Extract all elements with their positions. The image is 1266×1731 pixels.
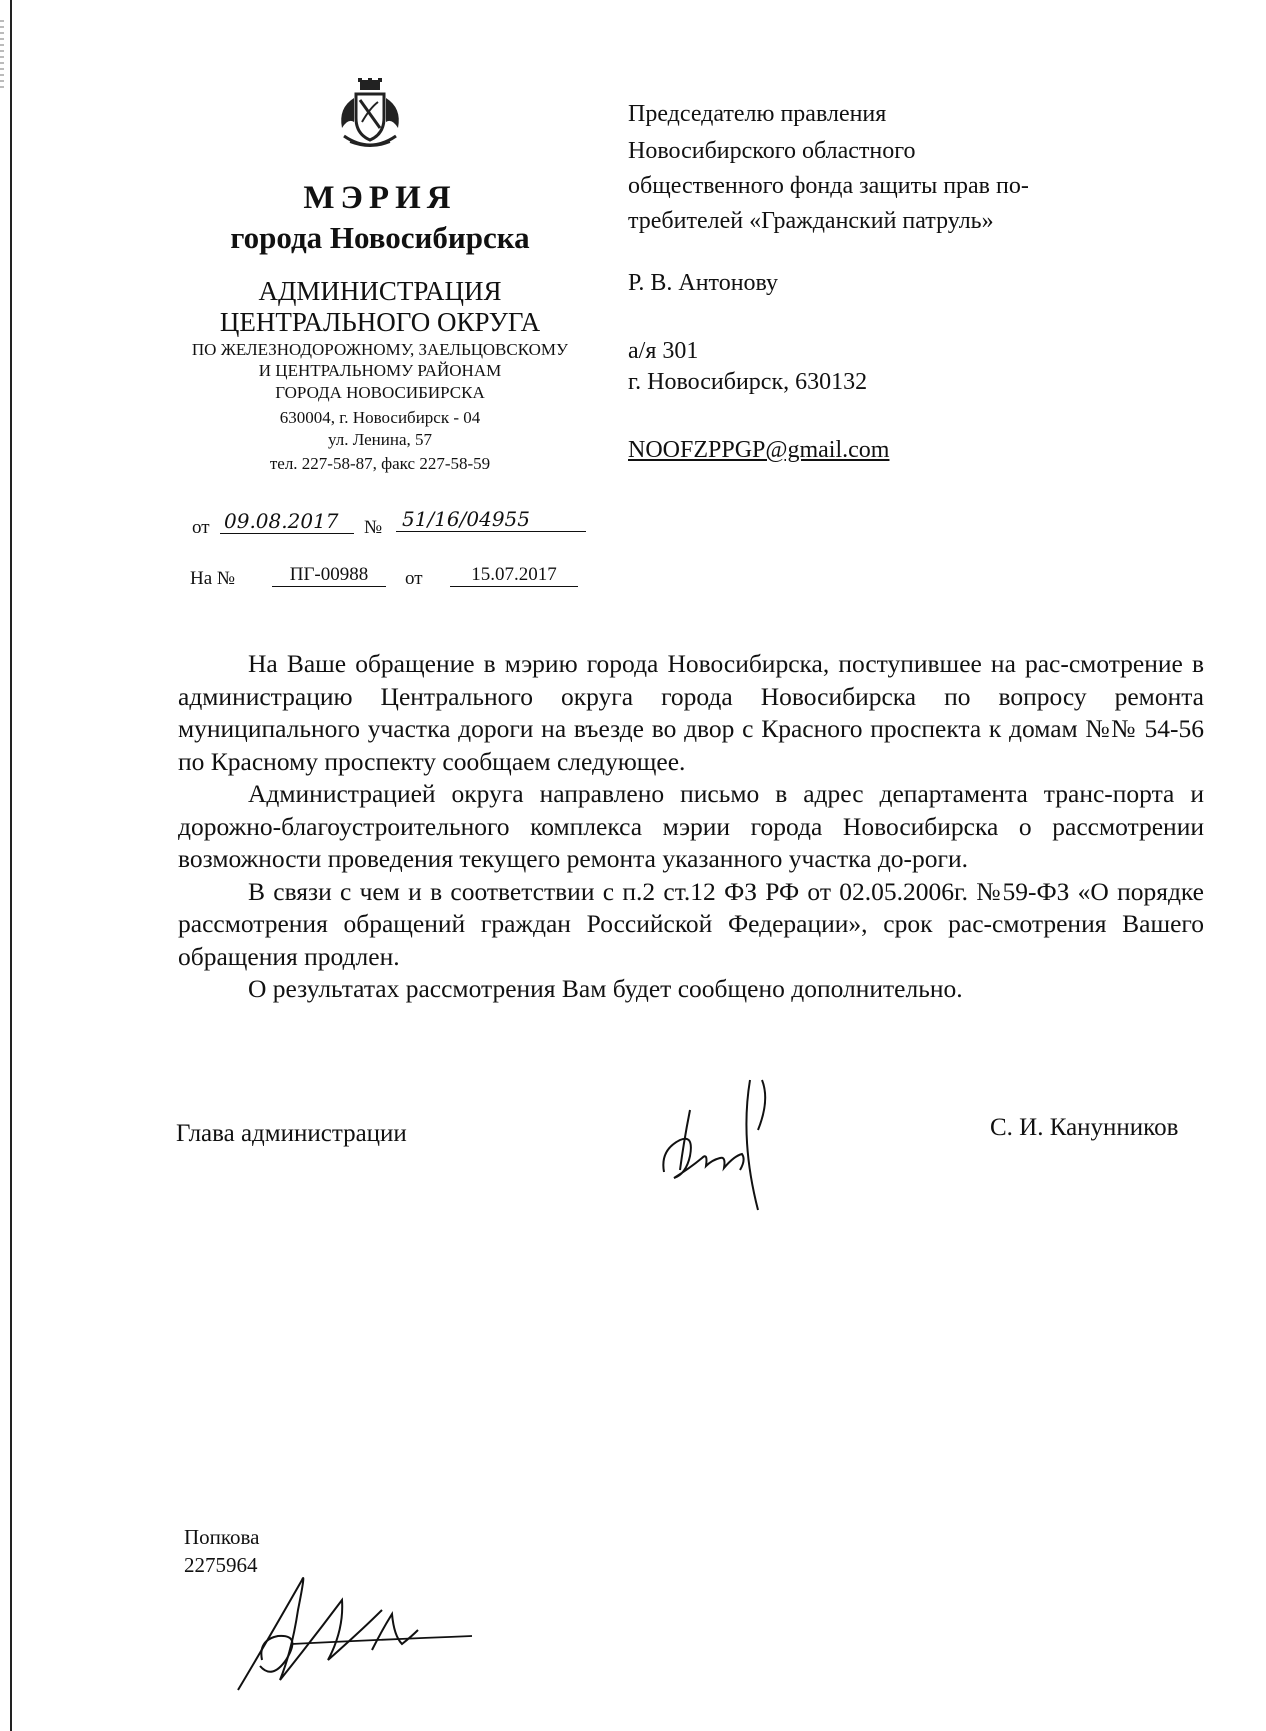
letter-body [178, 648, 1204, 1006]
addressee-line4: требителей «Гражданский патруль» [628, 208, 994, 234]
addressee-line1: Председателю правления [628, 101, 887, 127]
coat-of-arms-icon [330, 78, 410, 154]
district-line2: И ЦЕНТРАЛЬНОМУ РАЙОНАМ [258, 361, 502, 380]
scan-margin-marks [0, 20, 4, 90]
signatory-name: С. И. Канунников [990, 1114, 1179, 1141]
executor-name: Попкова [184, 1525, 260, 1549]
reply-label: На № [190, 568, 236, 589]
addressee-name: Р. В. Антонову [628, 270, 779, 296]
mayoralty-title: МЭРИЯ [303, 180, 457, 216]
contacts-line: тел. 227-58-87, факс 227-58-59 [269, 454, 491, 473]
reply-number: ПГ-00988 [272, 564, 386, 587]
addressee-line2: Новосибирского областного [628, 138, 916, 164]
scan-edge [10, 0, 12, 1731]
district-line1: ПО ЖЕЛЕЗНОДОРОЖНОМУ, ЗАЕЛЬЦОВСКОМУ [191, 340, 569, 359]
body-paragraph: В связи с чем и в соответствии с п.2 ст.12 ФЗ РФ от 02.05.2006г. №59-ФЗ «О порядке рассмотрения обращений граждан Российской Федерации», срок рас-смотрения Вашего обращения продлен. [178, 876, 1204, 971]
reg-date: 09.08.2017 [220, 509, 354, 534]
executor-initials [232, 1540, 492, 1700]
addressee-city: г. Новосибирск, 630132 [628, 369, 868, 395]
address-line2: ул. Ленина, 57 [327, 430, 433, 449]
address-line1: 630004, г. Новосибирск - 04 [279, 408, 481, 427]
reg-number: 51/16/04955 [396, 507, 586, 532]
addressee-po-box: а/я 301 [628, 338, 699, 364]
body-paragraph: Администрацией округа направлено письмо в адрес департамента транс-порта и дорожно-благоустроительного комплекса мэрии города Новосибирска о рассмотрении возможности проведения текущего ремонта указанного участка до-роги. [178, 779, 1204, 873]
city-title: города Новосибирска [230, 220, 530, 255]
reply-from-label: от [405, 568, 423, 589]
district-line3: ГОРОДА НОВОСИБИРСКА [275, 383, 485, 402]
body-paragraph: О результатах рассмотрения Вам будет сообщено дополнительно. [248, 974, 963, 1003]
admin-title-line1: АДМИНИСТРАЦИЯ [258, 276, 502, 306]
admin-title-line2: ЦЕНТРАЛЬНОГО ОКРУГА [219, 307, 541, 337]
signatory-title: Глава администрации [176, 1120, 407, 1147]
reg-from-label: от [192, 517, 210, 538]
addressee-line3: общественного фонда защиты прав по- [628, 173, 1029, 199]
addressee-email: NOOFZPPGP@gmail.com [628, 437, 890, 463]
reg-number-label: № [364, 517, 383, 538]
reply-date: 15.07.2017 [450, 564, 578, 587]
executor-phone: 2275964 [184, 1553, 258, 1577]
handwritten-signature [650, 1070, 810, 1220]
body-paragraph: На Ваше обращение в мэрию города Новосибирска, поступившее на рас-смотрение в администрацию Центрального округа города Новосибирска по вопросу ремонта муниципального участка дороги на въезде во двор с Красного проспекта к домам №№ 54-56 по Красному проспекту сообщаем следующее. [178, 649, 1204, 776]
